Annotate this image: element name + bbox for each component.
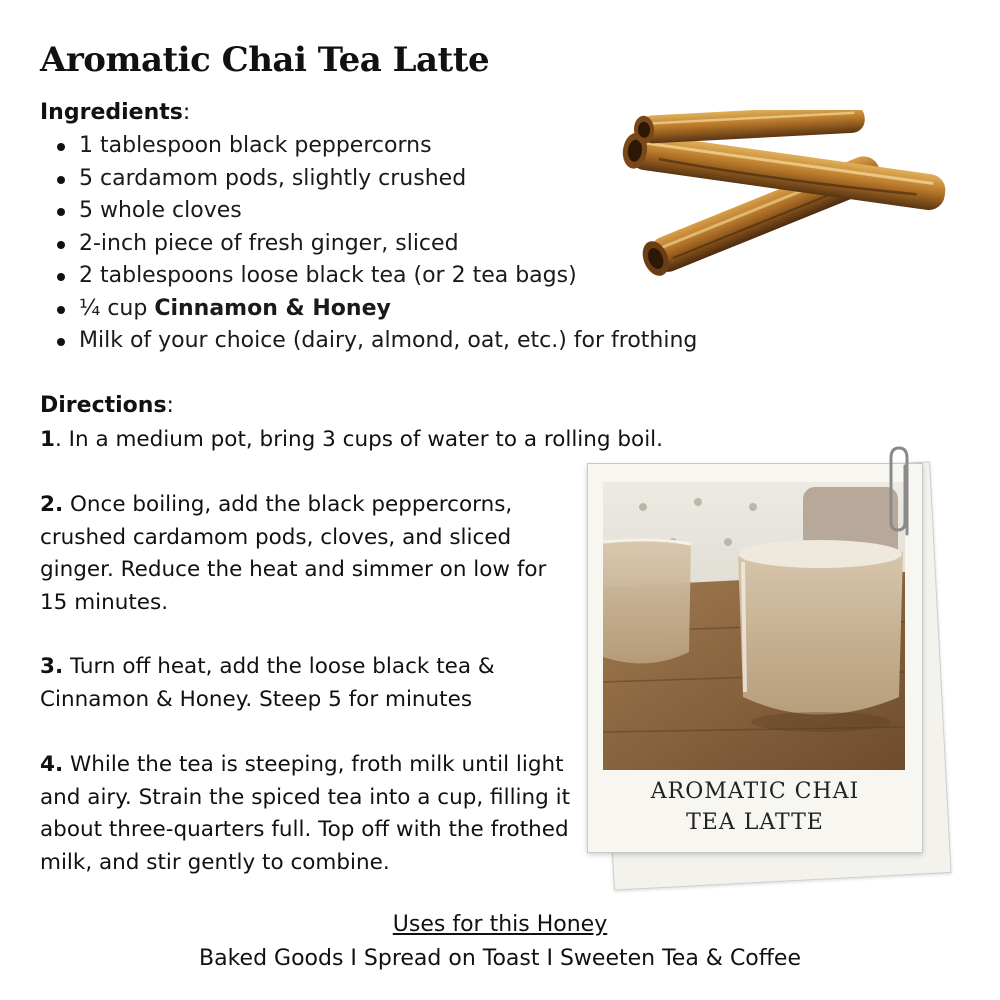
step-number: 1 — [40, 427, 55, 452]
step-number: 4. — [40, 752, 64, 777]
ingredients-list — [55, 130, 697, 358]
step-text: Once boiling, add the black peppercorns, crushed cardamom pods, cloves, and sliced ginger. Reduce the heat and simmer on low for 15 minutes. — [40, 492, 547, 615]
step-number: 2. — [40, 492, 64, 517]
direction-step-1 — [40, 424, 700, 457]
list-item — [55, 293, 697, 326]
ingredient-text: 1 tablespoon black peppercorns — [79, 133, 432, 158]
ingredient-text: 2-inch piece of fresh ginger, sliced — [79, 230, 459, 256]
ingredient-text: 5 cardamom pods, slightly crushed — [79, 165, 467, 191]
ingredient-text: Milk of your choice (dairy, almond, oat, etc.) for frothing — [79, 328, 698, 353]
step-text: In a medium pot, bring 3 cups of water to a rolling boil. — [61, 427, 663, 452]
page-title: Aromatic Chai Tea Latte — [40, 40, 490, 80]
ingredient-text: 2 tablespoons loose black tea (or 2 tea bags) — [79, 263, 577, 288]
direction-step-2 — [40, 489, 565, 619]
caption-line-1: AROMATIC CHAI — [650, 779, 860, 804]
cinnamon-sticks-illustration — [612, 110, 952, 280]
ingredients-heading — [40, 100, 190, 125]
ingredients-heading-colon: : — [182, 100, 191, 125]
list-item — [55, 130, 697, 163]
direction-step-3 — [40, 651, 560, 716]
uses-list: Baked Goods I Spread on Toast I Sweeten Tea & Coffee — [199, 946, 801, 971]
polaroid-caption — [588, 776, 922, 838]
step-separator: . — [54, 427, 62, 452]
directions-heading-label: Directions — [40, 393, 167, 418]
directions-heading — [40, 393, 174, 418]
list-item — [55, 195, 697, 228]
chai-latte-photo — [603, 482, 905, 770]
step-number: 3. — [40, 654, 64, 679]
caption-line-2: TEA LATTE — [686, 810, 824, 835]
ingredient-product-name: Cinnamon & Honey — [154, 295, 391, 321]
step-text: While the tea is steeping, froth milk until light and airy. Strain the spiced tea into a cup, filling it about three-quarters full. Top off with the frothed milk, and stir gently to combine. — [40, 752, 571, 875]
direction-step-4 — [40, 749, 585, 879]
paperclip-icon — [883, 444, 919, 544]
list-item — [55, 260, 697, 293]
ingredient-text: 5 whole cloves — [79, 198, 242, 223]
directions-heading-colon: : — [166, 393, 174, 418]
ingredient-text: ¼ cup — [79, 295, 155, 321]
polaroid-card — [587, 463, 923, 853]
list-item — [55, 228, 697, 261]
step-text: Turn off heat, add the loose black tea & Cinnamon & Honey. Steep 5 for minutes — [40, 654, 495, 712]
list-item — [55, 163, 697, 196]
ingredients-heading-label: Ingredients — [40, 100, 183, 125]
uses-title: Uses for this Honey — [392, 912, 608, 937]
list-item — [55, 325, 697, 358]
